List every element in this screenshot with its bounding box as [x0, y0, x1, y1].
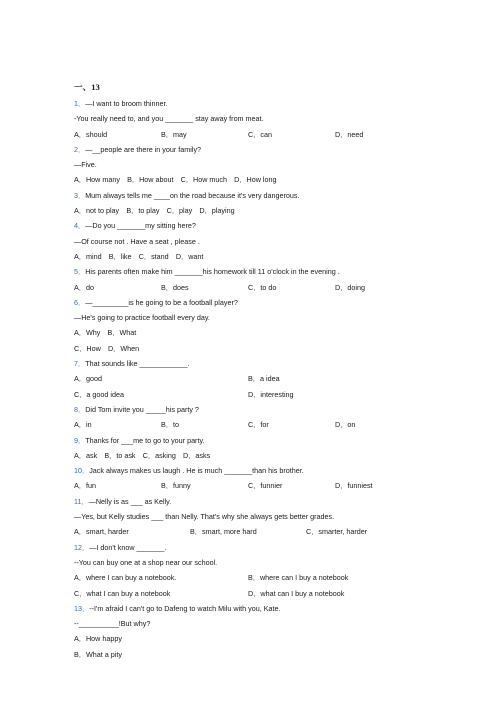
question-9: [74, 433, 474, 448]
question-5-options: [74, 280, 474, 295]
question-7-options-row-1: [74, 371, 474, 386]
option-a: A．in: [74, 420, 92, 430]
question-text: —I want to broom thinner.: [85, 99, 168, 108]
option-d: D．need: [335, 129, 364, 139]
question-text: —Do you _______my sitting here?: [85, 221, 196, 231]
question-text: —_________is he going to be a football player?: [85, 297, 238, 307]
question-12: [74, 540, 474, 555]
option-c: C．can: [248, 129, 272, 139]
question-2: [74, 142, 474, 157]
option-b: B．to: [161, 420, 179, 430]
question-number: 11．: [74, 496, 89, 506]
question-text: --I'm afraid I can't go to Dafeng to watch Milu with you, Kate.: [89, 603, 281, 613]
question-12-options-row-1: [74, 570, 474, 585]
question-number: 13．: [74, 603, 90, 613]
question-number: 12．: [74, 542, 90, 552]
question-number: 10．: [74, 466, 90, 476]
option-c: C．funnier: [248, 481, 283, 491]
option-b: B．may: [161, 129, 187, 139]
question-4: [74, 218, 474, 233]
section-heading: 一、13: [74, 82, 100, 92]
option-a: A．good: [74, 374, 102, 384]
option-b: B．smart, more hard: [190, 527, 257, 537]
question-text: Mum always tells me ____on the road because it's very dangerous.: [85, 190, 300, 200]
question-number: 6．: [74, 297, 86, 307]
question-text: —I don't know _______.: [89, 542, 167, 552]
option-d: D．doing: [335, 282, 365, 292]
question-text: Jack always makes us laugh . He is much _______than his brother.: [89, 466, 304, 476]
question-2-line-2: —Five.: [74, 160, 97, 170]
option-b: B．where can I buy a notebook: [248, 573, 349, 583]
option-a: A．How happy: [74, 634, 122, 644]
option-d: D．on: [335, 420, 356, 430]
question-4-options: A．mind B．like C．stand D．want: [74, 251, 204, 261]
option-a: A．should: [74, 129, 108, 139]
question-text: That sounds like ____________.: [85, 359, 190, 369]
question-10-options: [74, 478, 474, 493]
option-b: B．does: [161, 282, 189, 292]
question-text: Thanks for ___me to go to your party.: [85, 435, 205, 445]
question-1: [74, 96, 474, 111]
option-a: A．where I can buy a notebook.: [74, 573, 177, 583]
question-6: [74, 295, 474, 310]
option-d: D．interesting: [248, 389, 294, 399]
question-5: [74, 264, 474, 279]
question-11: [74, 494, 474, 509]
option-c: C．to do: [248, 282, 277, 292]
question-9-options: A．ask B．to ask C．asking D．asks: [74, 450, 211, 460]
question-10: [74, 463, 474, 478]
question-6-options-row-2: C．How D．When: [74, 343, 140, 353]
question-1-line-2: -You really need to, and you _______ stay away from meat.: [74, 114, 264, 124]
question-text: Did Tom invite you _____his party ?: [85, 404, 199, 414]
question-text: —__people are there in your family?: [85, 144, 202, 154]
question-3: [74, 188, 474, 203]
question-number: 8．: [74, 404, 86, 414]
question-2-options: A．How many B．How about C．How much D．How long: [74, 175, 277, 185]
worksheet: [74, 80, 474, 662]
question-6-options-row-1: A．Why B．What: [74, 328, 137, 338]
option-d: D．funniest: [335, 481, 373, 491]
question-7-options-row-2: [74, 387, 474, 402]
question-12-line-2: --You can buy one at a shop near our school.: [74, 557, 218, 567]
option-b: B．funny: [161, 481, 191, 491]
option-c: C．for: [248, 420, 269, 430]
question-number: 9．: [74, 435, 86, 445]
option-c: C．smarter, harder: [306, 527, 368, 537]
question-11-line-2: —Yes, but Kelly studies ___ than Nelly. That's why she always gets better grades.: [74, 512, 335, 522]
option-c: C．what I can buy a notebook: [74, 588, 171, 598]
question-number: 2．: [74, 144, 86, 154]
question-number: 5．: [74, 267, 86, 277]
option-b: B．What a pity: [74, 649, 122, 659]
question-8: [74, 402, 474, 417]
question-text: His parents often make him _______his homework till 11 o'clock in the evening .: [85, 267, 340, 277]
option-b: B．a idea: [248, 374, 280, 384]
option-d: D．what can I buy a notebook: [248, 588, 345, 598]
question-number: 7．: [74, 359, 86, 369]
question-12-options-row-2: [74, 586, 474, 601]
question-number: 3．: [74, 190, 86, 200]
option-a: A．smart, harder: [74, 527, 129, 537]
question-text: —Nelly is as ___ as Kelly.: [88, 496, 172, 506]
question-8-options: [74, 417, 474, 432]
option-a: A．do: [74, 282, 94, 292]
question-13: [74, 601, 474, 616]
option-a: A．fun: [74, 481, 96, 491]
question-11-options: [74, 524, 474, 539]
question-7: [74, 356, 474, 371]
question-4-line-2: —Of course not . Have a seat , please .: [74, 236, 200, 246]
question-number: 4．: [74, 221, 86, 231]
question-6-line-2: —He's going to practice football every day.: [74, 313, 210, 323]
question-number: 1．: [74, 99, 86, 108]
question-3-options: A．not to play B．to play C．play D．playing: [74, 206, 235, 216]
option-c: C．a good idea: [74, 389, 124, 399]
question-1-options: [74, 127, 474, 142]
question-13-line-2: --__________!But why?: [74, 619, 151, 629]
